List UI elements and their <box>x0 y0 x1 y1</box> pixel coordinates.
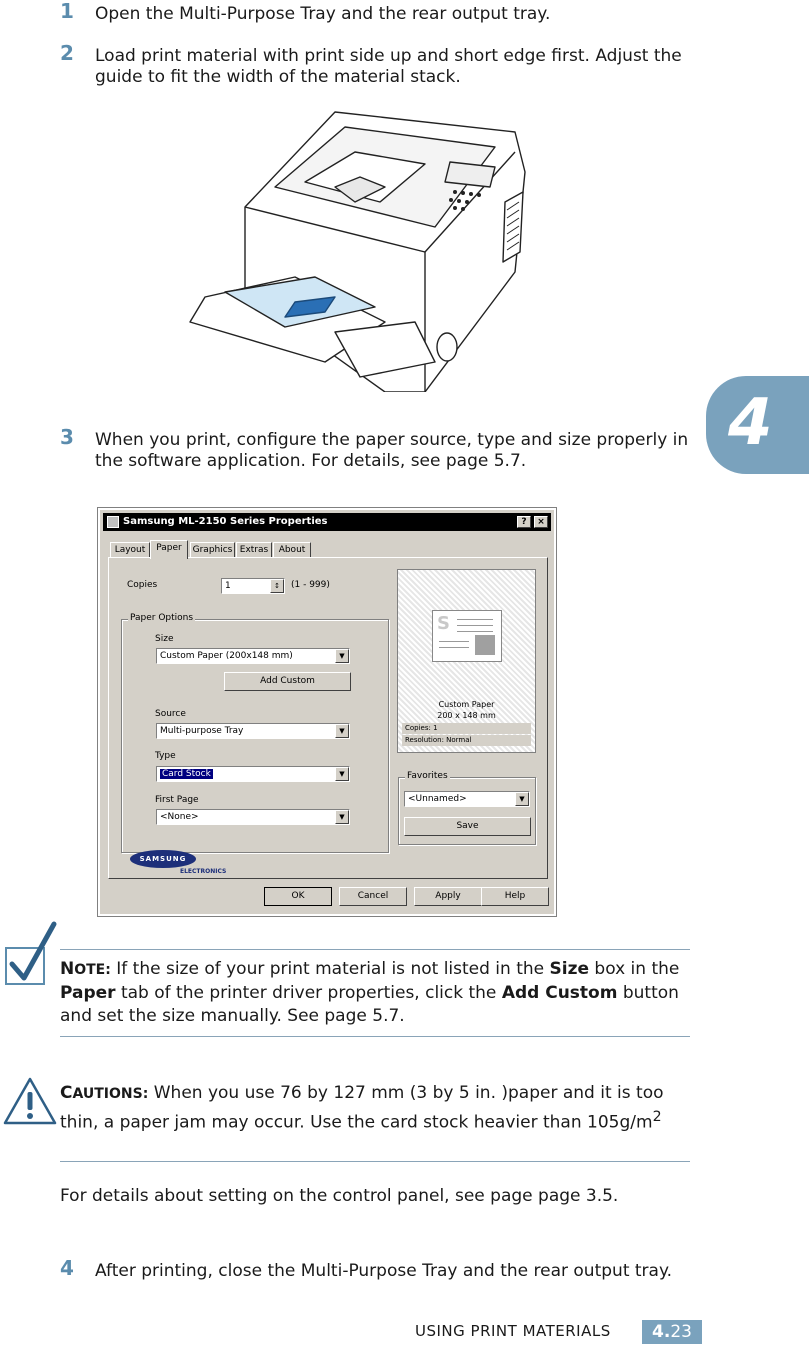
step-3 <box>60 425 700 472</box>
tab-extras[interactable]: Extras <box>236 542 272 558</box>
step-number: 2 <box>60 41 74 65</box>
step-number: 3 <box>60 425 74 449</box>
caution-icon <box>2 1076 58 1126</box>
favorites-value: <Unnamed> <box>408 794 467 804</box>
page-sub: 23 <box>670 1322 692 1342</box>
preview-logo: S <box>437 613 450 634</box>
preview-line <box>457 619 493 620</box>
type-select[interactable] <box>156 766 350 782</box>
tab-paper[interactable]: Paper <box>150 540 188 559</box>
samsung-electronics-text: ELECTRONICS <box>180 868 227 875</box>
cancel-button[interactable]: Cancel <box>339 887 407 906</box>
close-icon[interactable]: × <box>534 516 548 528</box>
step-4 <box>60 1256 700 1281</box>
copies-spinner[interactable] <box>221 578 285 594</box>
copies-range: (1 - 999) <box>291 580 330 590</box>
source-value: Multi-purpose Tray <box>160 726 244 736</box>
note-top-rule <box>60 949 690 950</box>
checkmark-note-icon <box>2 920 58 988</box>
tab-layout[interactable]: Layout <box>110 542 150 558</box>
preview-resolution: Resolution: Normal <box>402 735 531 746</box>
help-button[interactable]: Help <box>481 887 549 906</box>
step-text: Open the Multi-Purpose Tray and the rear output tray. <box>95 4 551 24</box>
step-1 <box>60 0 700 25</box>
note-label-rest: OTE: <box>74 962 111 978</box>
samsung-logo: SAMSUNG <box>130 850 196 868</box>
preview-paper-size: 200 x 148 mm <box>437 711 496 720</box>
preview-page <box>432 610 502 662</box>
step-number: 1 <box>60 0 74 23</box>
caution-label-first: C <box>60 1083 73 1103</box>
note-text-2: box in the <box>589 959 680 979</box>
spinner-arrows-icon[interactable]: ↕ <box>270 579 284 593</box>
step-number: 4 <box>60 1256 74 1280</box>
size-label: Size <box>155 634 174 644</box>
chevron-down-icon[interactable]: ▼ <box>335 810 349 824</box>
caution-superscript: 2 <box>652 1109 662 1125</box>
size-select[interactable] <box>156 648 350 664</box>
type-label: Type <box>155 751 176 761</box>
source-select[interactable] <box>156 723 350 739</box>
favorites-group <box>398 771 536 845</box>
printer-icon <box>107 516 119 528</box>
note-text-3: tab of the printer driver properties, click the <box>115 983 502 1003</box>
preview-copies: Copies: 1 <box>402 723 531 734</box>
note-label-first: N <box>60 959 75 979</box>
preview-line <box>457 625 493 626</box>
tab-graphics[interactable]: Graphics <box>190 542 235 558</box>
chevron-down-icon[interactable]: ▼ <box>335 724 349 738</box>
preview-line <box>439 641 469 642</box>
caution-bottom-rule <box>60 1161 690 1162</box>
footer-section-title: USING PRINT MATERIALS <box>415 1322 611 1340</box>
step-text: When you print, configure the paper source, type and size properly in the software application. For details, see page 5.7. <box>95 430 689 471</box>
copies-value: 1 <box>225 581 231 591</box>
favorites-label: Favorites <box>407 771 448 781</box>
first-page-select[interactable] <box>156 809 350 825</box>
type-value: Card Stock <box>162 769 211 779</box>
preview-line <box>457 631 493 632</box>
control-panel-paragraph: For details about setting on the control panel, see page page 3.5. <box>60 1186 619 1206</box>
paper-preview <box>397 569 536 753</box>
footer-page-number <box>642 1320 702 1344</box>
chevron-down-icon[interactable]: ▼ <box>335 767 349 781</box>
ok-button[interactable]: OK <box>264 887 332 906</box>
note-bold-size: Size <box>549 959 590 979</box>
printer-properties-dialog <box>98 508 556 916</box>
chapter-number: 4 <box>728 386 773 460</box>
caution-text <box>60 1082 690 1135</box>
save-favorite-button[interactable]: Save <box>404 817 531 836</box>
paper-options-label: Paper Options <box>130 613 194 623</box>
preview-image-block <box>475 635 495 655</box>
first-page-value: <None> <box>160 812 199 822</box>
preview-paper-name: Custom Paper <box>438 700 495 709</box>
caution-label-rest: AUTIONS: <box>72 1086 149 1102</box>
favorites-select[interactable] <box>404 791 530 807</box>
add-custom-button[interactable]: Add Custom <box>224 672 351 691</box>
source-label: Source <box>155 709 186 719</box>
apply-button[interactable]: Apply <box>414 887 482 906</box>
step-2 <box>60 41 700 88</box>
dialog-title: Samsung ML-2150 Series Properties <box>123 516 328 527</box>
paper-options-group <box>121 613 389 853</box>
note-bold-paper: Paper <box>60 983 116 1003</box>
caution-body: When you use 76 by 127 mm (3 by 5 in. )paper and it is too thin, a paper jam may occur. Use the card stock heavier than 105g/m <box>60 1083 664 1133</box>
help-title-button[interactable]: ? <box>517 516 531 528</box>
step-text: After printing, close the Multi-Purpose Tray and the rear output tray. <box>95 1261 672 1281</box>
note-text-1: If the size of your print material is not listed in the <box>110 959 550 979</box>
note-bold-add-custom: Add Custom <box>501 983 618 1003</box>
page-chapter: 4. <box>652 1322 671 1342</box>
size-value: Custom Paper (200x148 mm) <box>160 651 293 661</box>
chapter-tab <box>706 376 809 474</box>
copies-label: Copies <box>127 580 158 590</box>
chevron-down-icon[interactable]: ▼ <box>515 792 529 806</box>
chevron-down-icon[interactable]: ▼ <box>335 649 349 663</box>
dialog-titlebar <box>103 513 551 531</box>
preview-line <box>439 647 469 648</box>
printer-illustration <box>185 92 535 392</box>
tab-about[interactable]: About <box>273 542 311 558</box>
note-bottom-rule <box>60 1036 690 1037</box>
note-text-4: button and set the size manually. See page 5.7. <box>60 983 679 1026</box>
step-text: Load print material with print side up and short edge first. Adjust the guide to fit the width of the material stack. <box>95 46 682 87</box>
note-text <box>60 958 690 1028</box>
first-page-label: First Page <box>155 795 199 805</box>
